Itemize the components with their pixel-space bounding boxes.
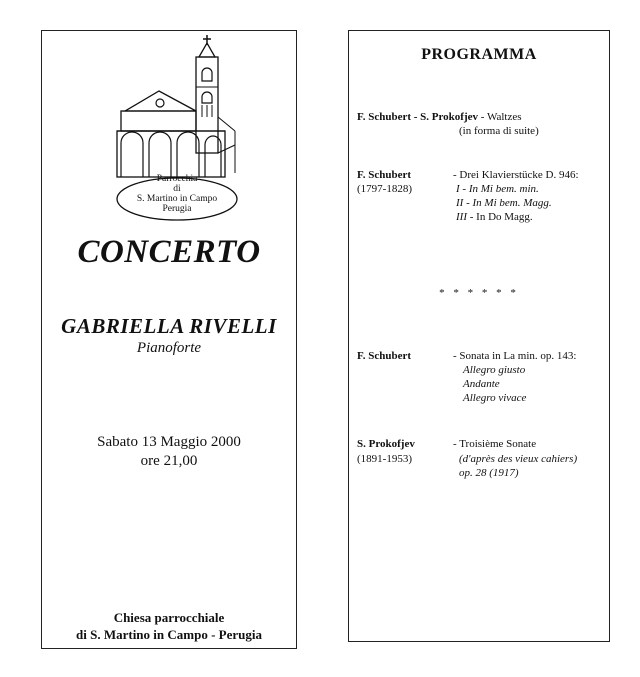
concert-date-time	[42, 433, 296, 471]
item2-part-1-text: - In Mi bem. min.	[459, 183, 539, 195]
concert-title: CONCERTO	[77, 234, 261, 270]
logo-text-line-2: di	[173, 184, 181, 194]
item2-part-1-num: I	[456, 183, 460, 195]
item2-part-1	[456, 182, 539, 196]
item3-work: - Sonata in La min. op. 143:	[453, 350, 577, 362]
item1-work: Waltzes	[486, 111, 522, 123]
item1-note: (in forma di suite)	[459, 125, 539, 137]
item2-part-2	[456, 196, 552, 210]
item1-separator: -	[478, 111, 487, 123]
program-item-1	[357, 110, 522, 124]
venue-line-2: di S. Martino in Campo - Perugia	[76, 627, 262, 642]
item2-work: - Drei Klavierstücke D. 946:	[453, 169, 579, 181]
program-title: PROGRAMMA	[421, 46, 537, 63]
program-separator: * * * * * *	[439, 287, 519, 299]
parish-logo	[107, 33, 247, 223]
item2-part-3-num: III	[456, 211, 467, 223]
logo-text-line-4: Perugia	[162, 204, 192, 214]
item4-years: (1891-1953)	[357, 453, 412, 465]
item4-subtitle: (d'après des vieux cahiers)	[459, 453, 578, 465]
performer-name: GABRIELLA RIVELLI	[61, 314, 277, 338]
concert-cover-panel	[41, 30, 297, 649]
item2-part-2-num: II	[456, 197, 464, 209]
venue-line-1: Chiesa parrocchiale	[113, 610, 225, 625]
item3-movement-2: Andante	[463, 378, 500, 390]
venue	[42, 609, 296, 643]
logo-text-line-3: S. Martino in Campo	[136, 194, 218, 204]
item2-part-2-text: - In Mi bem. Magg.	[463, 197, 552, 209]
instrument: Pianoforte	[136, 340, 202, 356]
concert-date: Sabato 13 Maggio 2000	[97, 434, 241, 450]
item2-part-3	[456, 210, 533, 224]
item2-years: (1797-1828)	[357, 183, 412, 195]
program-panel	[348, 30, 610, 642]
item2-part-3-text: - In Do Magg.	[467, 211, 533, 223]
item3-movement-1: Allegro giusto	[463, 364, 526, 376]
item3-movement-3: Allegro vivace	[463, 392, 527, 404]
item2-composer: F. Schubert	[357, 169, 411, 181]
concert-time: ore 21,00	[140, 453, 198, 469]
logo-text-line-1: Parrocchia	[156, 174, 198, 184]
item4-opus: op. 28 (1917)	[459, 467, 519, 479]
item4-composer: S. Prokofjev	[357, 438, 415, 450]
item4-work: - Troisième Sonate	[453, 438, 537, 450]
item1-composers: F. Schubert - S. Prokofjev	[357, 111, 478, 123]
item3-composer: F. Schubert	[357, 350, 411, 362]
